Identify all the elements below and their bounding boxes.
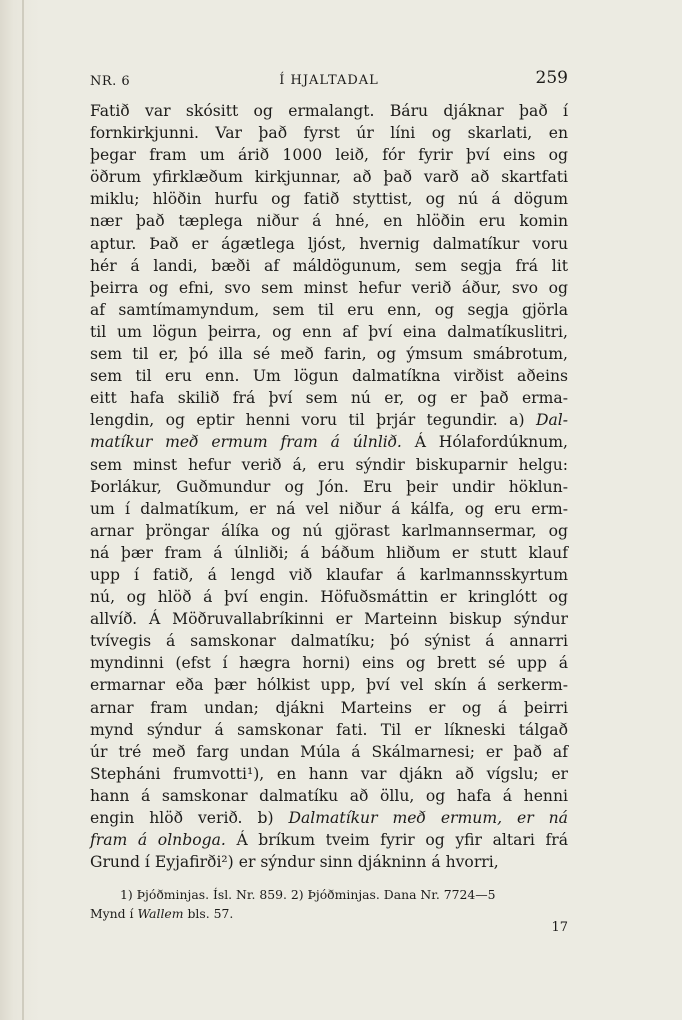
- text-line: upp í fatið, á lengd við klaufar á karlmannsskyrtum: [90, 565, 568, 584]
- text-line: engin hlöð verið. b) Dalmatíkur með ermum, er ná: [90, 809, 568, 827]
- text-line: eitt hafa skilið frá því sem nú er, og er það erma-: [90, 389, 568, 408]
- text-line: ermarnar eða þær hólkist upp, því vel skín á serkerm-: [90, 676, 568, 695]
- text-line: myndinni (efst í hægra horni) eins og brett sé upp á: [90, 654, 568, 673]
- body-text: [90, 100, 568, 873]
- text-line: af samtímamyndum, sem til eru enn, og segja gjörla: [90, 300, 568, 319]
- page-number: 259: [535, 68, 568, 88]
- text-line: lengdin, og eptir henni voru til þrjár tegundir. a) Dal-: [90, 411, 568, 430]
- text-line: Grund í Eyjafirði²) er sýndur sinn djákninn á hvorri,: [90, 853, 499, 872]
- text-line: úr tré með farg undan Múla á Skálmarnesi; er það af: [90, 742, 568, 761]
- text-line: aptur. Það er ágætlega ljóst, hvernig dalmatíkur voru: [90, 234, 568, 253]
- text-line: matíkur með ermum fram á úlnlið. Á Hólafordúknum,: [90, 433, 568, 452]
- text-line: tvívegis á samskonar dalmatíku; þó sýnist á annarri: [90, 632, 568, 651]
- footnotes: [90, 885, 568, 923]
- issue-number: NR. 6: [90, 74, 131, 89]
- running-header: [90, 68, 568, 94]
- text-line: fram á olnboga. Á bríkum tveim fyrir og yfir altari frá: [90, 831, 569, 850]
- text-line: arnar þröngar álíka og nú gjörast karlmannsermar, og: [90, 521, 568, 540]
- text-line: öðrum yfirklæðum kirkjunnar, að það varð að skartfati: [90, 168, 568, 187]
- text-line: Stepháni frumvotti¹), en hann var djákn að vígslu; er: [90, 764, 568, 783]
- signature-mark: 17: [551, 920, 568, 935]
- text-line: hér á landi, bæði af máldögunum, sem segja frá lit: [90, 256, 568, 275]
- text-line: sem til eru enn. Um lögun dalmatíkna virðist aðeins: [90, 367, 568, 386]
- text-line: arnar fram undan; djákni Marteins er og á þeirri: [90, 698, 568, 717]
- text-line: fornkirkjunni. Var það fyrst úr líni og skarlati, en: [90, 124, 568, 143]
- text-line: mynd sýndur á samskonar fati. Til er líkneski tálgað: [90, 720, 568, 739]
- text-line: sem minst hefur verið á, eru sýndir biskuparnir helgu:: [90, 455, 568, 474]
- text-line: hann á samskonar dalmatíku að öllu, og hafa á henni: [90, 786, 568, 805]
- text-line: Fatið var skósitt og ermalangt. Báru djáknar það í: [90, 102, 568, 120]
- text-line: ná þær fram á úlnliði; á báðum hliðum er stutt klauf: [90, 543, 568, 562]
- running-title: Í HJALTADAL: [279, 73, 379, 88]
- text-line: sem til er, þó illa sé með farin, og ýmsum smábrotum,: [90, 345, 568, 364]
- text-line: nær það tæplega niður á hné, en hlöðin eru komin: [90, 212, 568, 231]
- text-line: nú, og hlöð á því engin. Höfuðsmáttin er kringlótt og: [90, 588, 568, 607]
- text-line: miklu; hlöðin hurfu og fatið styttist, og nú á dögum: [90, 190, 568, 209]
- text-line: Þorlákur, Guðmundur og Jón. Eru þeir undir höklun-: [90, 477, 568, 496]
- binding-gutter: [22, 0, 24, 1020]
- text-line: þegar fram um árið 1000 leið, fór fyrir því eins og: [90, 146, 568, 165]
- text-line: til um lögun þeirra, og enn af því eina dalmatíkuslitri,: [90, 322, 568, 341]
- text-line: um í dalmatíkum, er ná vel niður á kálfa, og eru erm-: [90, 499, 568, 518]
- text-line: allvíð. Á Möðruvallabríkinni er Marteinn biskup sýndur: [90, 610, 568, 629]
- footnote-line-1: 1) Þjóðminjas. Ísl. Nr. 859. 2) Þjóðminjas. Dana Nr. 7724—5: [120, 887, 496, 902]
- footnote-line-2: Mynd í Wallem bls. 57.: [90, 906, 234, 921]
- text-line: þeirra og efni, svo sem minst hefur verið áður, svo og: [90, 278, 568, 297]
